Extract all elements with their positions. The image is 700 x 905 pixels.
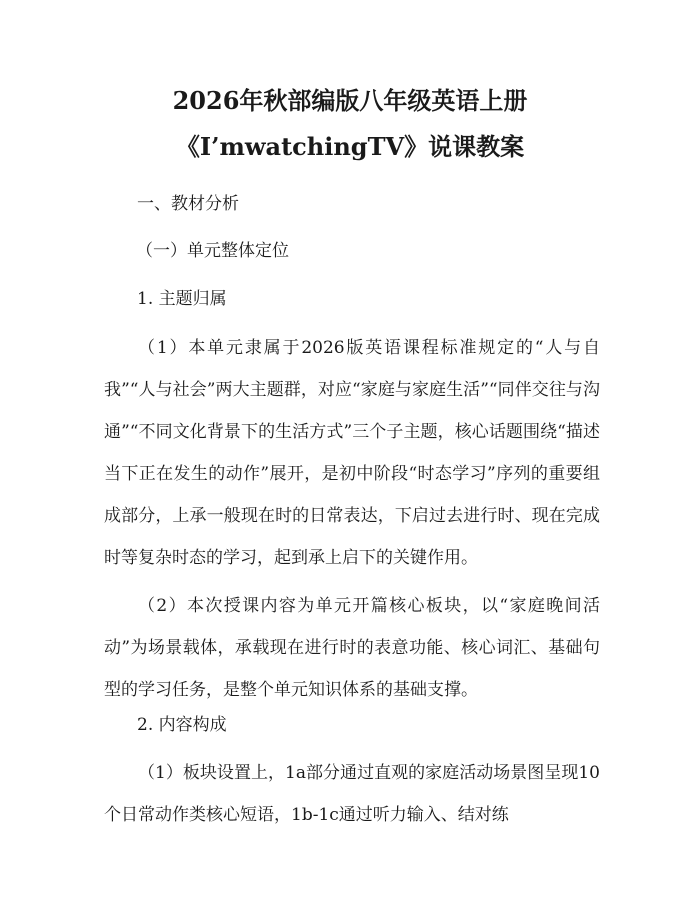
paragraph-2: （2）本次授课内容为单元开篇核心板块，以“家庭晚间活动”为场景载体，承载现在进行时的表意功能、核心词汇、基础句型的学习任务，是整个单元知识体系的基础支撑。: [104, 596, 600, 700]
subsection-heading: （一）单元整体定位: [136, 241, 289, 261]
topic-heading-2: 2. 内容构成: [137, 715, 227, 735]
paragraph-3: （1）板块设置上，1a部分通过直观的家庭活动场景图呈现10个日常动作类核心短语，1b-1c通过听力输入、结对练: [104, 763, 600, 825]
topic-heading-1: 1. 主题归属: [137, 289, 227, 309]
paragraph-1: （1）本单元隶属于2026版英语课程标准规定的“人与自我”“人与社会”两大主题群，对应“家庭与家庭生活”“同伴交往与沟通”“不同文化背景下的生活方式”三个子主题，核心话题围绕“描述当下正在发生的动作”展开，是初中阶段“时态学习”序列的重要组成部分，上承一般现在时的日常表达，下启过去进行时、现在完成时等复杂时态的学习，起到承上启下的关键作用。: [104, 338, 600, 568]
document-title-line-2: 《I’mwatchingTV》说课教案: [175, 132, 525, 161]
document-title-line-1: 2026年秋部编版八年级英语上册: [172, 86, 528, 115]
section-heading: 一、教材分析: [137, 194, 239, 214]
